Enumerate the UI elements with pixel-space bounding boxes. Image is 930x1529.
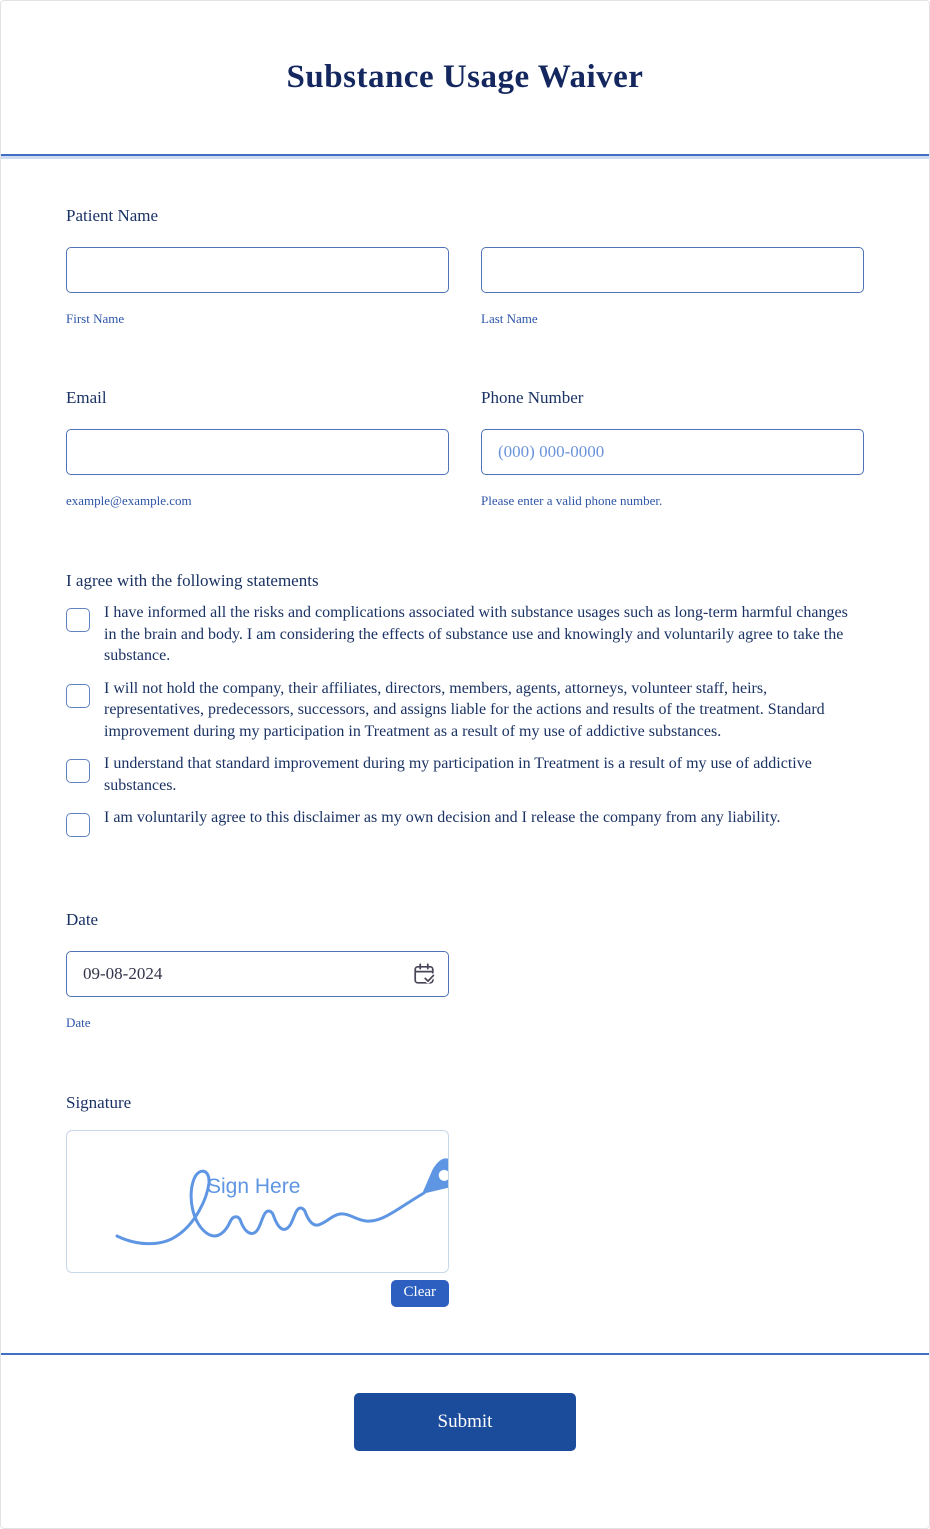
- page-title: Substance Usage Waiver: [286, 59, 644, 95]
- phone-input[interactable]: [481, 429, 864, 475]
- form-header: [1, 1, 929, 156]
- phone-label: Phone Number: [481, 388, 584, 407]
- patient-name-section: [66, 205, 864, 327]
- agreement-item: [66, 753, 864, 796]
- agreement-checkbox-1[interactable]: [66, 608, 90, 632]
- agreement-item: [66, 602, 864, 667]
- agreement-text: I am voluntarily agree to this disclaimer as my own decision and I release the company from any liability.: [104, 809, 781, 826]
- date-section: [66, 909, 864, 1031]
- email-phone-section: [66, 387, 864, 509]
- agreement-text: I have informed all the risks and complications associated with substance usages such as long-term harmful changes in the brain and body. I am considering the effects of substance use and knowingly and voluntarily agree to take the substance.: [104, 604, 848, 664]
- date-label: Date: [66, 910, 99, 929]
- agreement-heading: I agree with the following statements: [66, 571, 319, 590]
- agreement-item: [66, 807, 864, 837]
- signature-label: Signature: [66, 1093, 132, 1112]
- patient-name-label: Patient Name: [66, 206, 159, 225]
- fountain-pen-icon: [413, 1144, 448, 1203]
- signature-actions: [66, 1280, 449, 1307]
- date-input[interactable]: [66, 951, 449, 997]
- signature-squiggle: [67, 1131, 448, 1272]
- first-name-input[interactable]: [66, 247, 449, 293]
- email-sublabel: example@example.com: [66, 493, 192, 508]
- phone-sublabel: Please enter a valid phone number.: [481, 493, 663, 508]
- agreement-list: [66, 602, 864, 837]
- sign-here-placeholder: Sign Here: [207, 1175, 301, 1198]
- clear-signature-button[interactable]: Clear: [391, 1280, 449, 1307]
- date-sublabel: Date: [66, 1015, 91, 1030]
- agreement-checkbox-2[interactable]: [66, 684, 90, 708]
- agreement-text: I will not hold the company, their affiliates, directors, members, agents, attorneys, volunteer staff, heirs, representatives, predecessors, successors, and assigns liable for the actions and results of the treatment. Standard improvement during my participation in Treatment as a result of my use of addictive substances.: [104, 679, 825, 740]
- calendar-picker-button[interactable]: [412, 962, 436, 986]
- form-body: [1, 205, 929, 1307]
- last-name-sublabel: Last Name: [481, 311, 538, 326]
- agreement-item: [66, 678, 864, 743]
- agreement-checkbox-4[interactable]: [66, 813, 90, 837]
- agreement-text: I understand that standard improvement during my participation in Treatment is a result of my use of addictive substances.: [104, 755, 812, 794]
- email-label: Email: [66, 388, 107, 407]
- email-input[interactable]: [66, 429, 449, 475]
- signature-section: [66, 1092, 864, 1307]
- signature-pad[interactable]: [66, 1130, 449, 1273]
- agreement-checkbox-3[interactable]: [66, 759, 90, 783]
- last-name-input[interactable]: [481, 247, 864, 293]
- agreement-section: [66, 570, 864, 837]
- form-footer: [1, 1353, 929, 1501]
- submit-button[interactable]: Submit: [354, 1393, 576, 1451]
- first-name-sublabel: First Name: [66, 311, 125, 326]
- calendar-check-icon: [412, 974, 436, 989]
